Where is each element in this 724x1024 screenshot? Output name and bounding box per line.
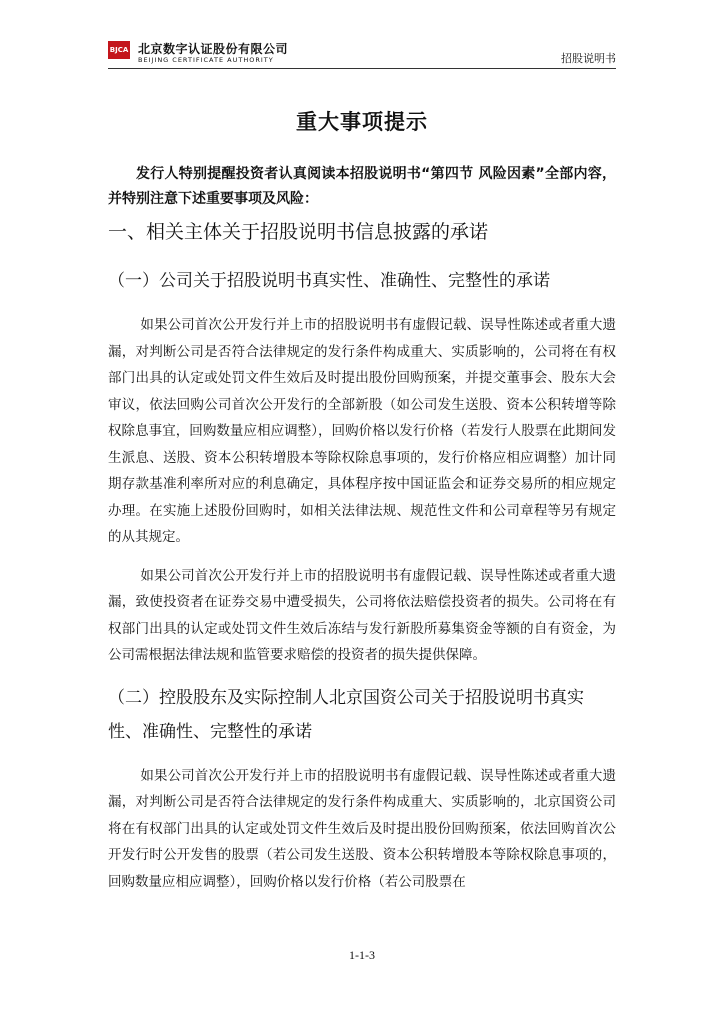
document-type: 招股说明书: [561, 52, 616, 65]
body-paragraph: 如果公司首次公开发行并上市的招股说明书有虚假记载、误导性陈述或者重大遗漏，致使投资者在证券交易中遭受损失，公司将依法赔偿投资者的损失。公司将在有权部门出具的认定或处罚文件生效后冻结与发行新股所募集资金等额的自有资金，为公司需根据法律法规和监管要求赔偿的投资者的损失提供保障。: [108, 567, 616, 663]
body-paragraph: 如果公司首次公开发行并上市的招股说明书有虚假记载、误导性陈述或者重大遗漏，对判断公司是否符合法律规定的发行条件构成重大、实质影响的，北京国资公司将在有权部门出具的认定或处罚文件生效后及时提出股份回购预案，依法回购首次公开发行时公开发售的股票（若公司发生送股、资本公积转增股本等除权除息事项的，回购数量应相应调整），回购价格以发行价格（若公司股票在: [108, 767, 616, 890]
page-number: 1-1-3: [349, 948, 375, 962]
subsection-heading: （二）控股股东及实际控制人北京国资公司关于招股说明书真实性、准确性、完整性的承诺: [108, 687, 584, 742]
subsection-heading: （一）公司关于招股说明书真实性、准确性、完整性的承诺: [108, 271, 550, 291]
body-paragraph: 如果公司首次公开发行并上市的招股说明书有虚假记载、误导性陈述或者重大遗漏，对判断公司是否符合法律规定的发行条件构成重大、实质影响的，公司将在有权部门出具的认定或处罚文件生效后及时提出股份回购预案，并提交董事会、股东大会审议，依法回购公司首次公开发行的全部新股（如公司发生送股、资本公积转增等除权除息事宜，回购数量应相应调整），回购价格以发行价格（若发行人股票在此期间发生派息、送股、资本公积转增股本等除权除息事项的，发行价格应相应调整）加计同期存款基准利率所对应的利息确定，具体程序按中国证监会和证券交易所的相应规定办理。在实施上述股份回购时，如相关法律法规、规范性文件和公司章程等另有规定的从其规定。: [108, 317, 616, 545]
intro-paragraph: 发行人特别提醒投资者认真阅读本招股说明书“第四节 风险因素”全部内容，并特别注意下述重要事项及风险：: [108, 166, 616, 207]
page-header: [108, 38, 616, 69]
company-name-cn: 北京数字认证股份有限公司: [138, 42, 289, 56]
page-title: 重大事项提示: [296, 110, 428, 134]
section-heading: 一、相关主体关于招股说明书信息披露的承诺: [108, 221, 489, 243]
company-logo: BJCA: [108, 41, 130, 59]
company-name-en: BEIJING CERTIFICATE AUTHORITY: [138, 56, 274, 64]
page-content: [108, 100, 616, 907]
